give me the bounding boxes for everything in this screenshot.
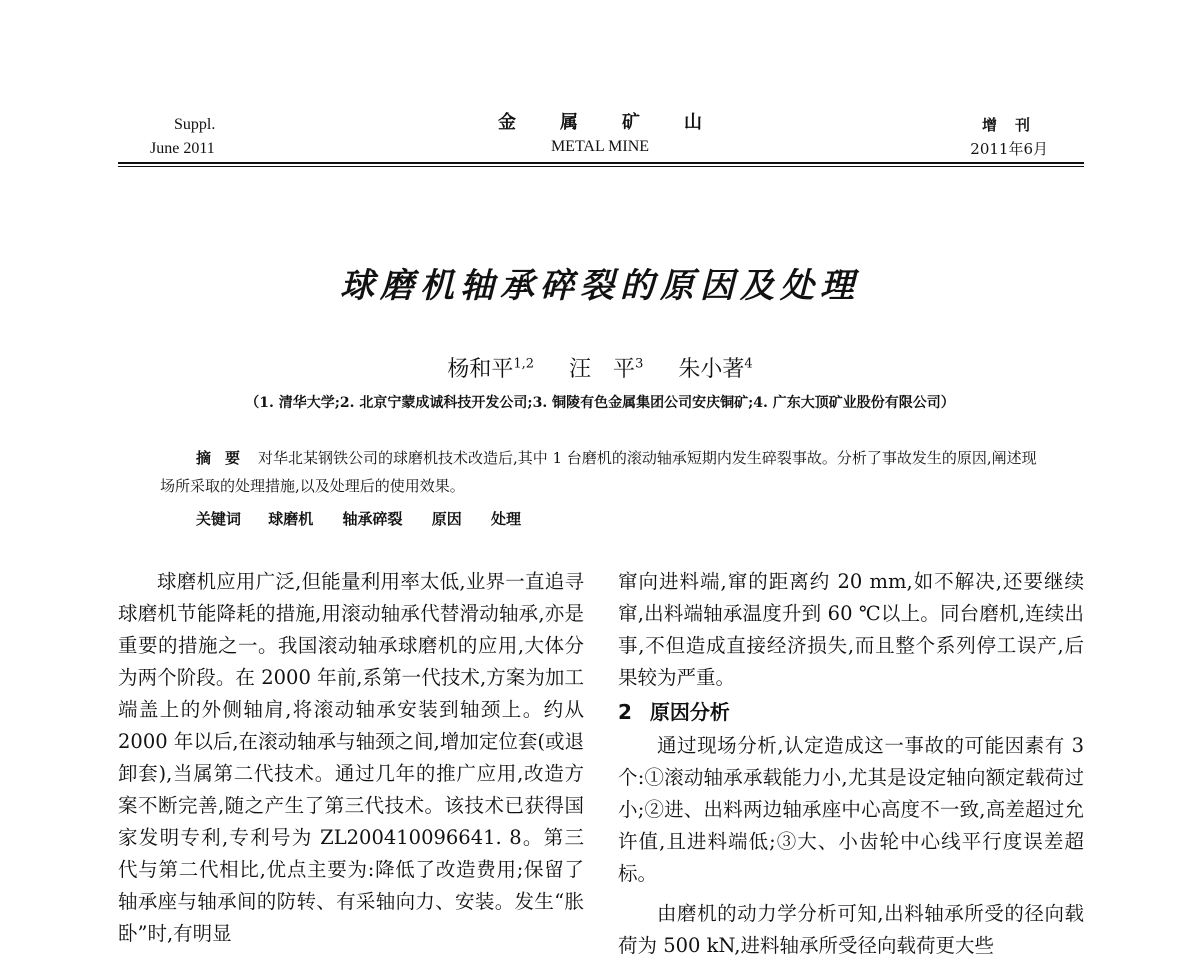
body-paragraph: 由磨机的动力学分析可知,出料轴承所受的径向载荷为 500 kN,进料轴承所受径向载荷更大些 <box>618 902 1084 957</box>
header-suppl: Suppl. <box>174 116 216 133</box>
body-paragraph: 通过现场分析,认定造成这一事故的可能因素有 3 个:①滚动轴承承载能力小,尤其是设定轴向额定载荷过小;②进、出料两边轴承座中心高度不一致,高差超过允许值,且进料端低;③大、小齿轮中心线平行度误差超标。 <box>618 734 1084 885</box>
header-rule <box>118 162 1084 164</box>
keywords-label: 关键词 <box>196 510 242 528</box>
page-header <box>0 0 1200 170</box>
section-heading <box>618 694 1084 730</box>
abstract-label: 摘要 <box>196 449 255 467</box>
keywords <box>196 508 1036 529</box>
author <box>447 357 534 382</box>
author-affil-marker: 4 <box>744 356 753 372</box>
paper-title: 球磨机轴承碎裂的原因及处理 <box>340 266 860 306</box>
header-right <box>888 113 1048 161</box>
author-name: 朱小著 <box>678 357 745 382</box>
author-affil-marker: 1,2 <box>513 356 535 372</box>
abstract <box>160 444 1040 500</box>
affiliations: （1. 清华大学;2. 北京宁蒙成诚科技开发公司;3. 铜陵有色金属集团公司安庆铜矿;4. 广东大顶矿业股份有限公司） <box>245 395 955 411</box>
keyword: 原因 <box>431 510 462 528</box>
header-left <box>150 113 290 161</box>
abstract-text: 对华北某钢铁公司的球磨机技术改造后,其中 1 台磨机的滚动轴承短期内发生碎裂事故。分析了事故发生的原因,阐述现场所采取的处理措施,以及处理后的使用效果。 <box>160 449 1037 495</box>
author-name: 杨和平 <box>447 357 514 382</box>
author-affil-marker: 3 <box>635 356 644 372</box>
author <box>569 357 643 382</box>
journal-name-en: METAL MINE <box>550 138 650 155</box>
header-date-en: June 2011 <box>150 140 215 157</box>
keyword: 处理 <box>491 510 522 528</box>
author-list <box>0 352 1200 383</box>
keyword: 轴承碎裂 <box>342 510 403 528</box>
header-suppl-cn: 增刊 <box>981 116 1048 134</box>
section-title: 原因分析 <box>649 700 730 724</box>
header-date-cn: 2011年6月 <box>970 140 1048 158</box>
author <box>678 357 752 382</box>
header-center <box>450 110 750 158</box>
keyword: 球磨机 <box>268 510 314 528</box>
body-column-right <box>618 566 1084 962</box>
journal-name-cn: 金属矿山 <box>498 112 746 133</box>
section-number: 2 <box>618 700 632 724</box>
body-column-left <box>118 566 584 950</box>
header-rule-thin <box>118 166 1084 167</box>
body-paragraph: 球磨机应用广泛,但能量利用率太低,业界一直追寻球磨机节能降耗的措施,用滚动轴承代替滑动轴承,亦是重要的措施之一。我国滚动轴承球磨机的应用,大体分为两个阶段。在 2000 年前,系第一代技术,方案为加工端盖上的外侧轴肩,将滚动轴承安装到轴颈上。约从 2000 年以后,在滚动轴承与轴颈之间,增加定位套(或退卸套),当属第二代技术。通过几年的推广应用,改造方案不断完善,随之产生了第三代技术。该技术已获得国家发明专利,专利号为 ZL200410096641. 8。第三代与第二代相比,优点主要为:降低了改造费用;保留了轴承座与轴承间的防转、有采轴向力、安装。发生“胀卧”时,有明显 <box>118 570 584 945</box>
body-paragraph: 窜向进料端,窜的距离约 20 mm,如不解决,还要继续窜,出料端轴承温度升到 60 ℃以上。同台磨机,连续出事,不但造成直接经济损失,而且整个系列停工误产,后果较为严重。 <box>618 570 1084 689</box>
author-name: 汪 平 <box>569 357 636 382</box>
